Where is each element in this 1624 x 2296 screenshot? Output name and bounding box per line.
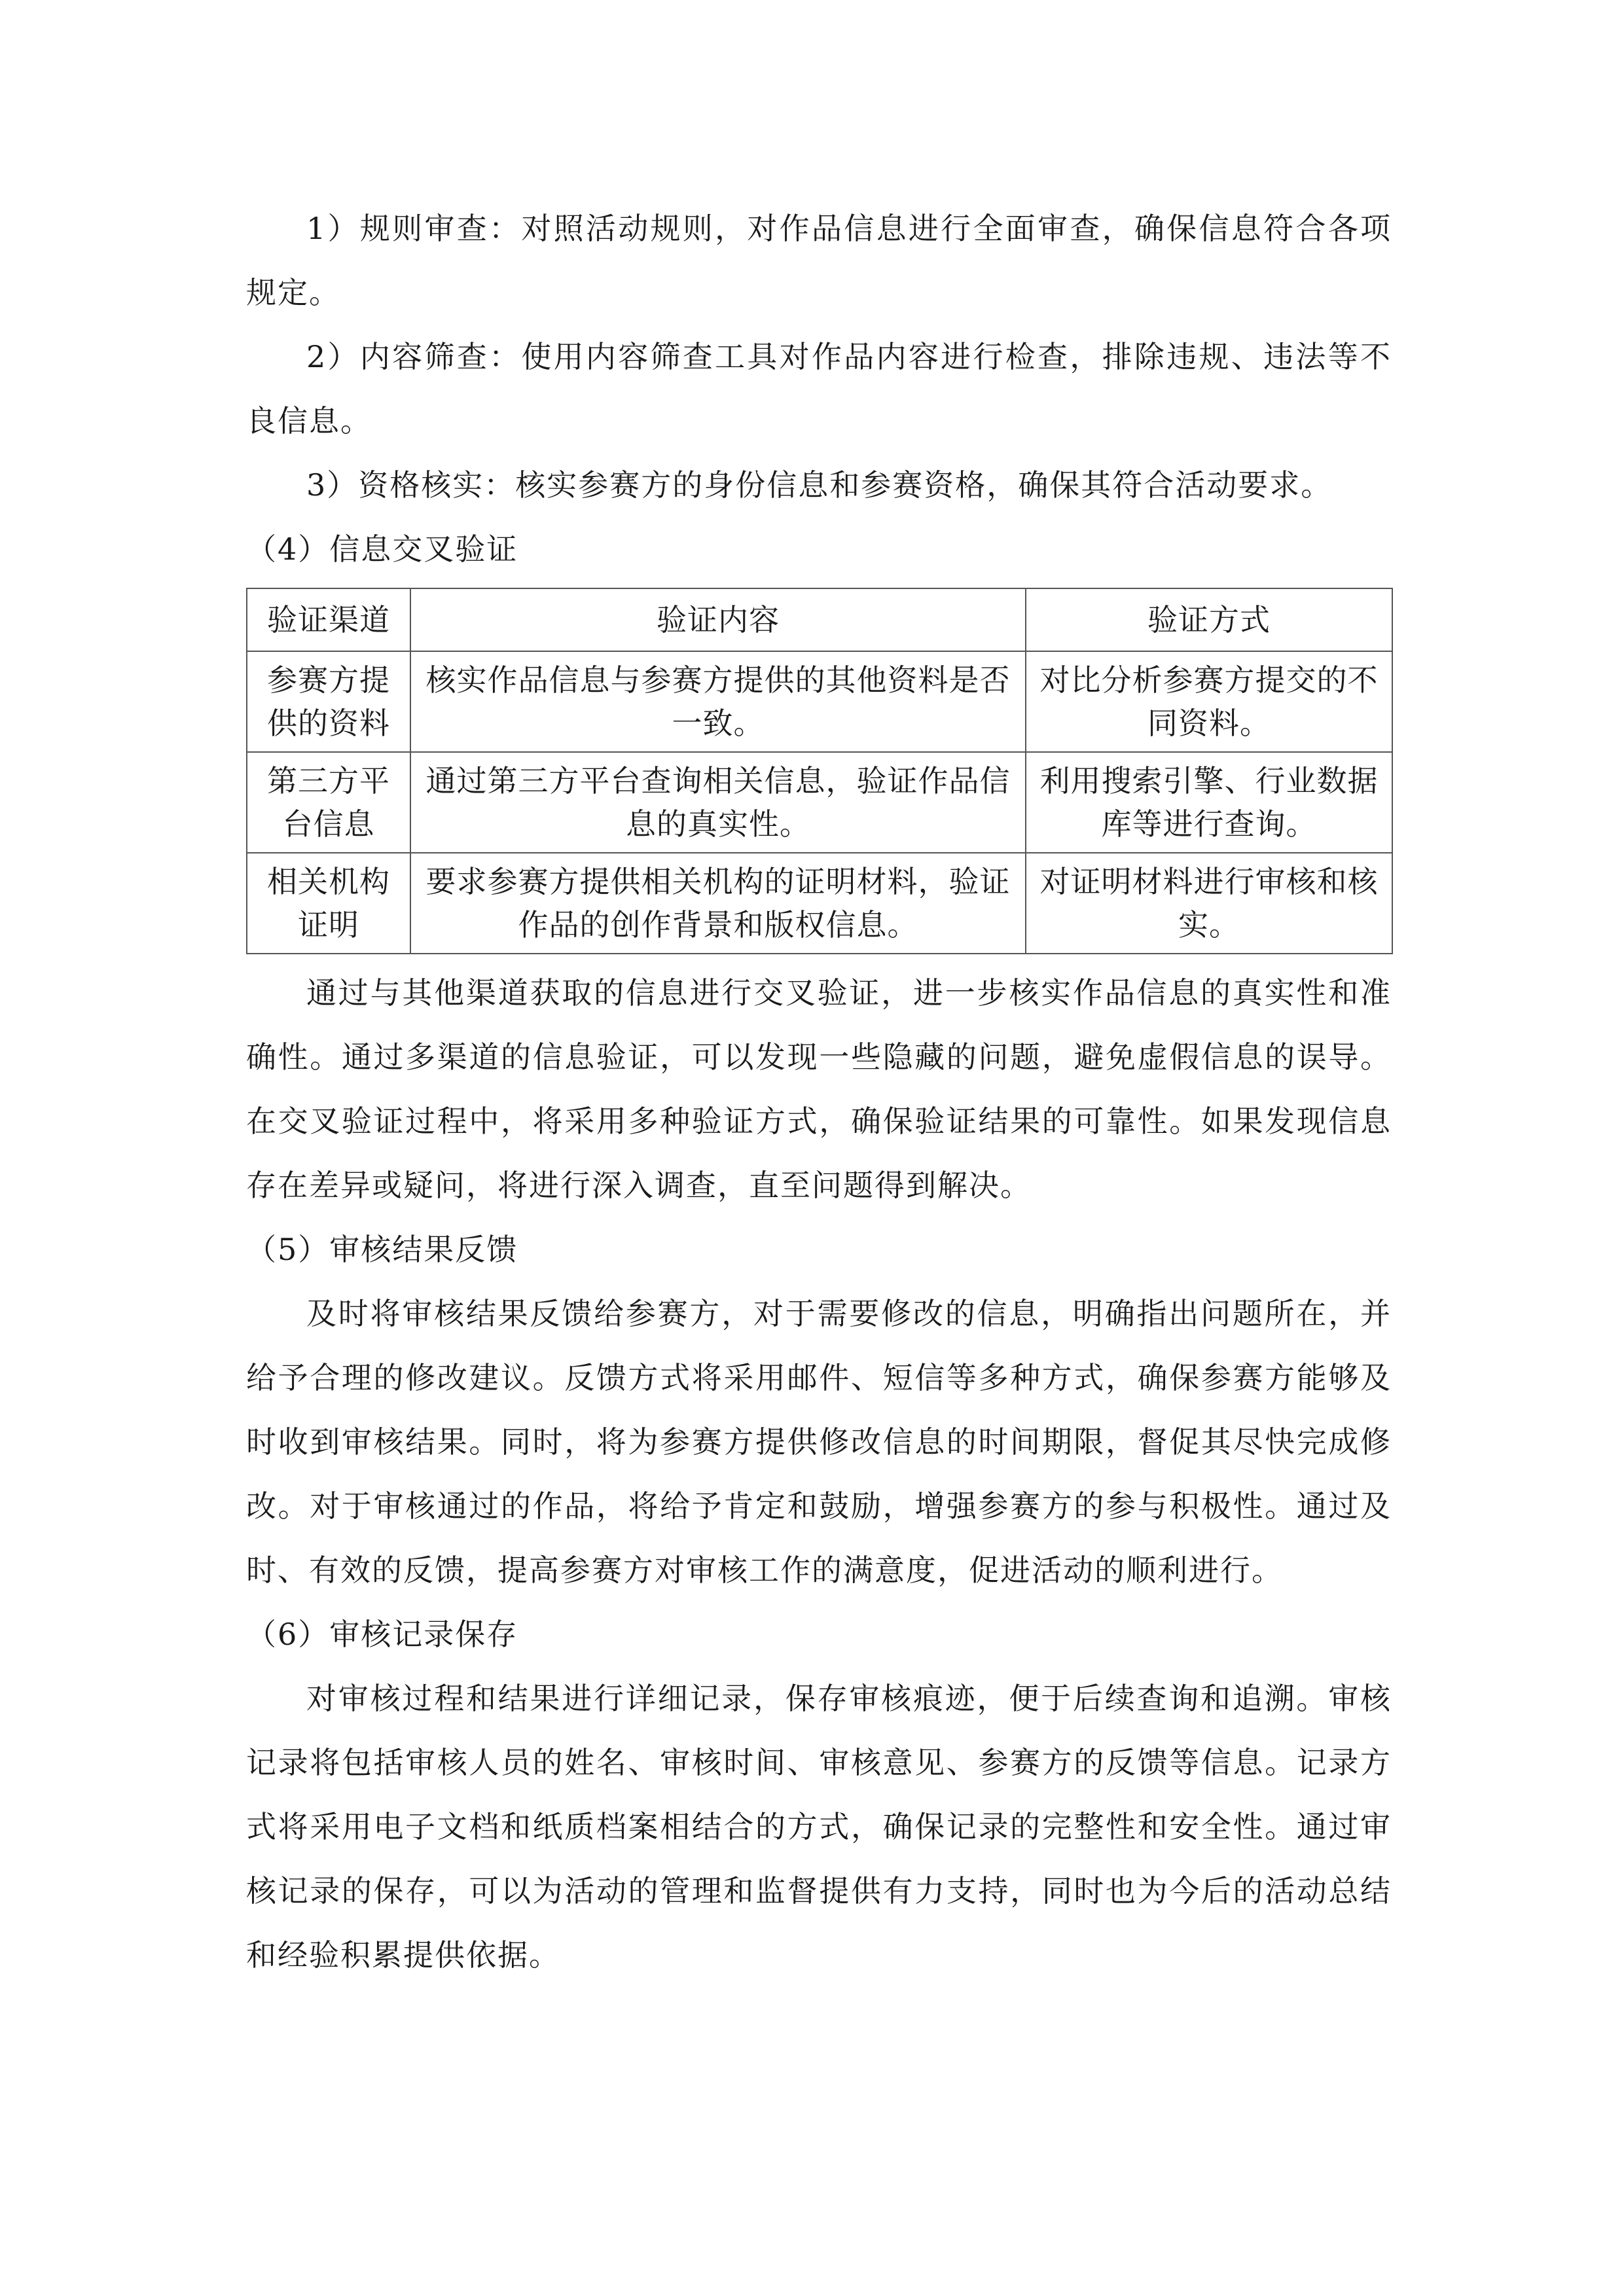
cell-channel: 参赛方提供的资料	[247, 651, 410, 752]
paragraph-feedback: 及时将审核结果反馈给参赛方，对于需要修改的信息，明确指出问题所在，并给予合理的修改建议。反馈方式将采用邮件、短信等多种方式，确保参赛方能够及时收到审核结果。同时，将为参赛方提供修改信息的时间期限，督促其尽快完成修改。对于审核通过的作品，将给予肯定和鼓励，增强参赛方的参与积极性。通过及时、有效的反馈，提高参赛方对审核工作的满意度，促进活动的顺利进行。	[246, 1296, 1392, 1588]
header-channel: 验证渠道	[247, 588, 410, 651]
cell-method: 对比分析参赛方提交的不同资料。	[1026, 651, 1392, 752]
cell-content: 核实作品信息与参赛方提供的其他资料是否一致。	[410, 651, 1026, 752]
table-row	[247, 651, 1392, 752]
cell-method: 对证明材料进行审核和核实。	[1026, 853, 1392, 954]
header-method: 验证方式	[1026, 588, 1392, 651]
paragraph-rule-review: 1）规则审查：对照活动规则，对作品信息进行全面审查，确保信息符合各项规定。	[246, 211, 1392, 310]
cell-content: 要求参赛方提供相关机构的证明材料，验证作品的创作背景和版权信息。	[410, 853, 1026, 954]
cell-channel: 相关机构证明	[247, 853, 410, 954]
verification-table	[246, 588, 1393, 954]
paragraph-content-screening: 2）内容筛查：使用内容筛查工具对作品内容进行检查，排除违规、违法等不良信息。	[246, 339, 1392, 439]
header-content: 验证内容	[410, 588, 1026, 651]
cell-content: 通过第三方平台查询相关信息，验证作品信息的真实性。	[410, 752, 1026, 853]
section-heading-cross-verification: （4）信息交叉验证	[246, 531, 518, 567]
paragraph-qualification-check: 3）资格核实：核实参赛方的身份信息和参赛资格，确保其符合活动要求。	[306, 467, 1333, 503]
table-header-row	[247, 588, 1392, 651]
cell-method: 利用搜索引擎、行业数据库等进行查询。	[1026, 752, 1392, 853]
paragraph-record-keeping: 对审核过程和结果进行详细记录，保存审核痕迹，便于后续查询和追溯。审核记录将包括审核人员的姓名、审核时间、审核意见、参赛方的反馈等信息。记录方式将采用电子文档和纸质档案相结合的方式，确保记录的完整性和安全性。通过审核记录的保存，可以为活动的管理和监督提供有力支持，同时也为今后的活动总结和经验积累提供依据。	[246, 1681, 1392, 1973]
section-heading-feedback: （5）审核结果反馈	[246, 1232, 518, 1267]
table-row	[247, 752, 1392, 853]
document-body	[246, 196, 1392, 1987]
table-row	[247, 853, 1392, 954]
section-heading-record-keeping: （6）审核记录保存	[246, 1617, 518, 1652]
cell-channel: 第三方平台信息	[247, 752, 410, 853]
paragraph-cross-verification: 通过与其他渠道获取的信息进行交叉验证，进一步核实作品信息的真实性和准确性。通过多渠道的信息验证，可以发现一些隐藏的问题，避免虚假信息的误导。在交叉验证过程中，将采用多种验证方式，确保验证结果的可靠性。如果发现信息存在差异或疑问，将进行深入调查，直至问题得到解决。	[246, 975, 1392, 1203]
